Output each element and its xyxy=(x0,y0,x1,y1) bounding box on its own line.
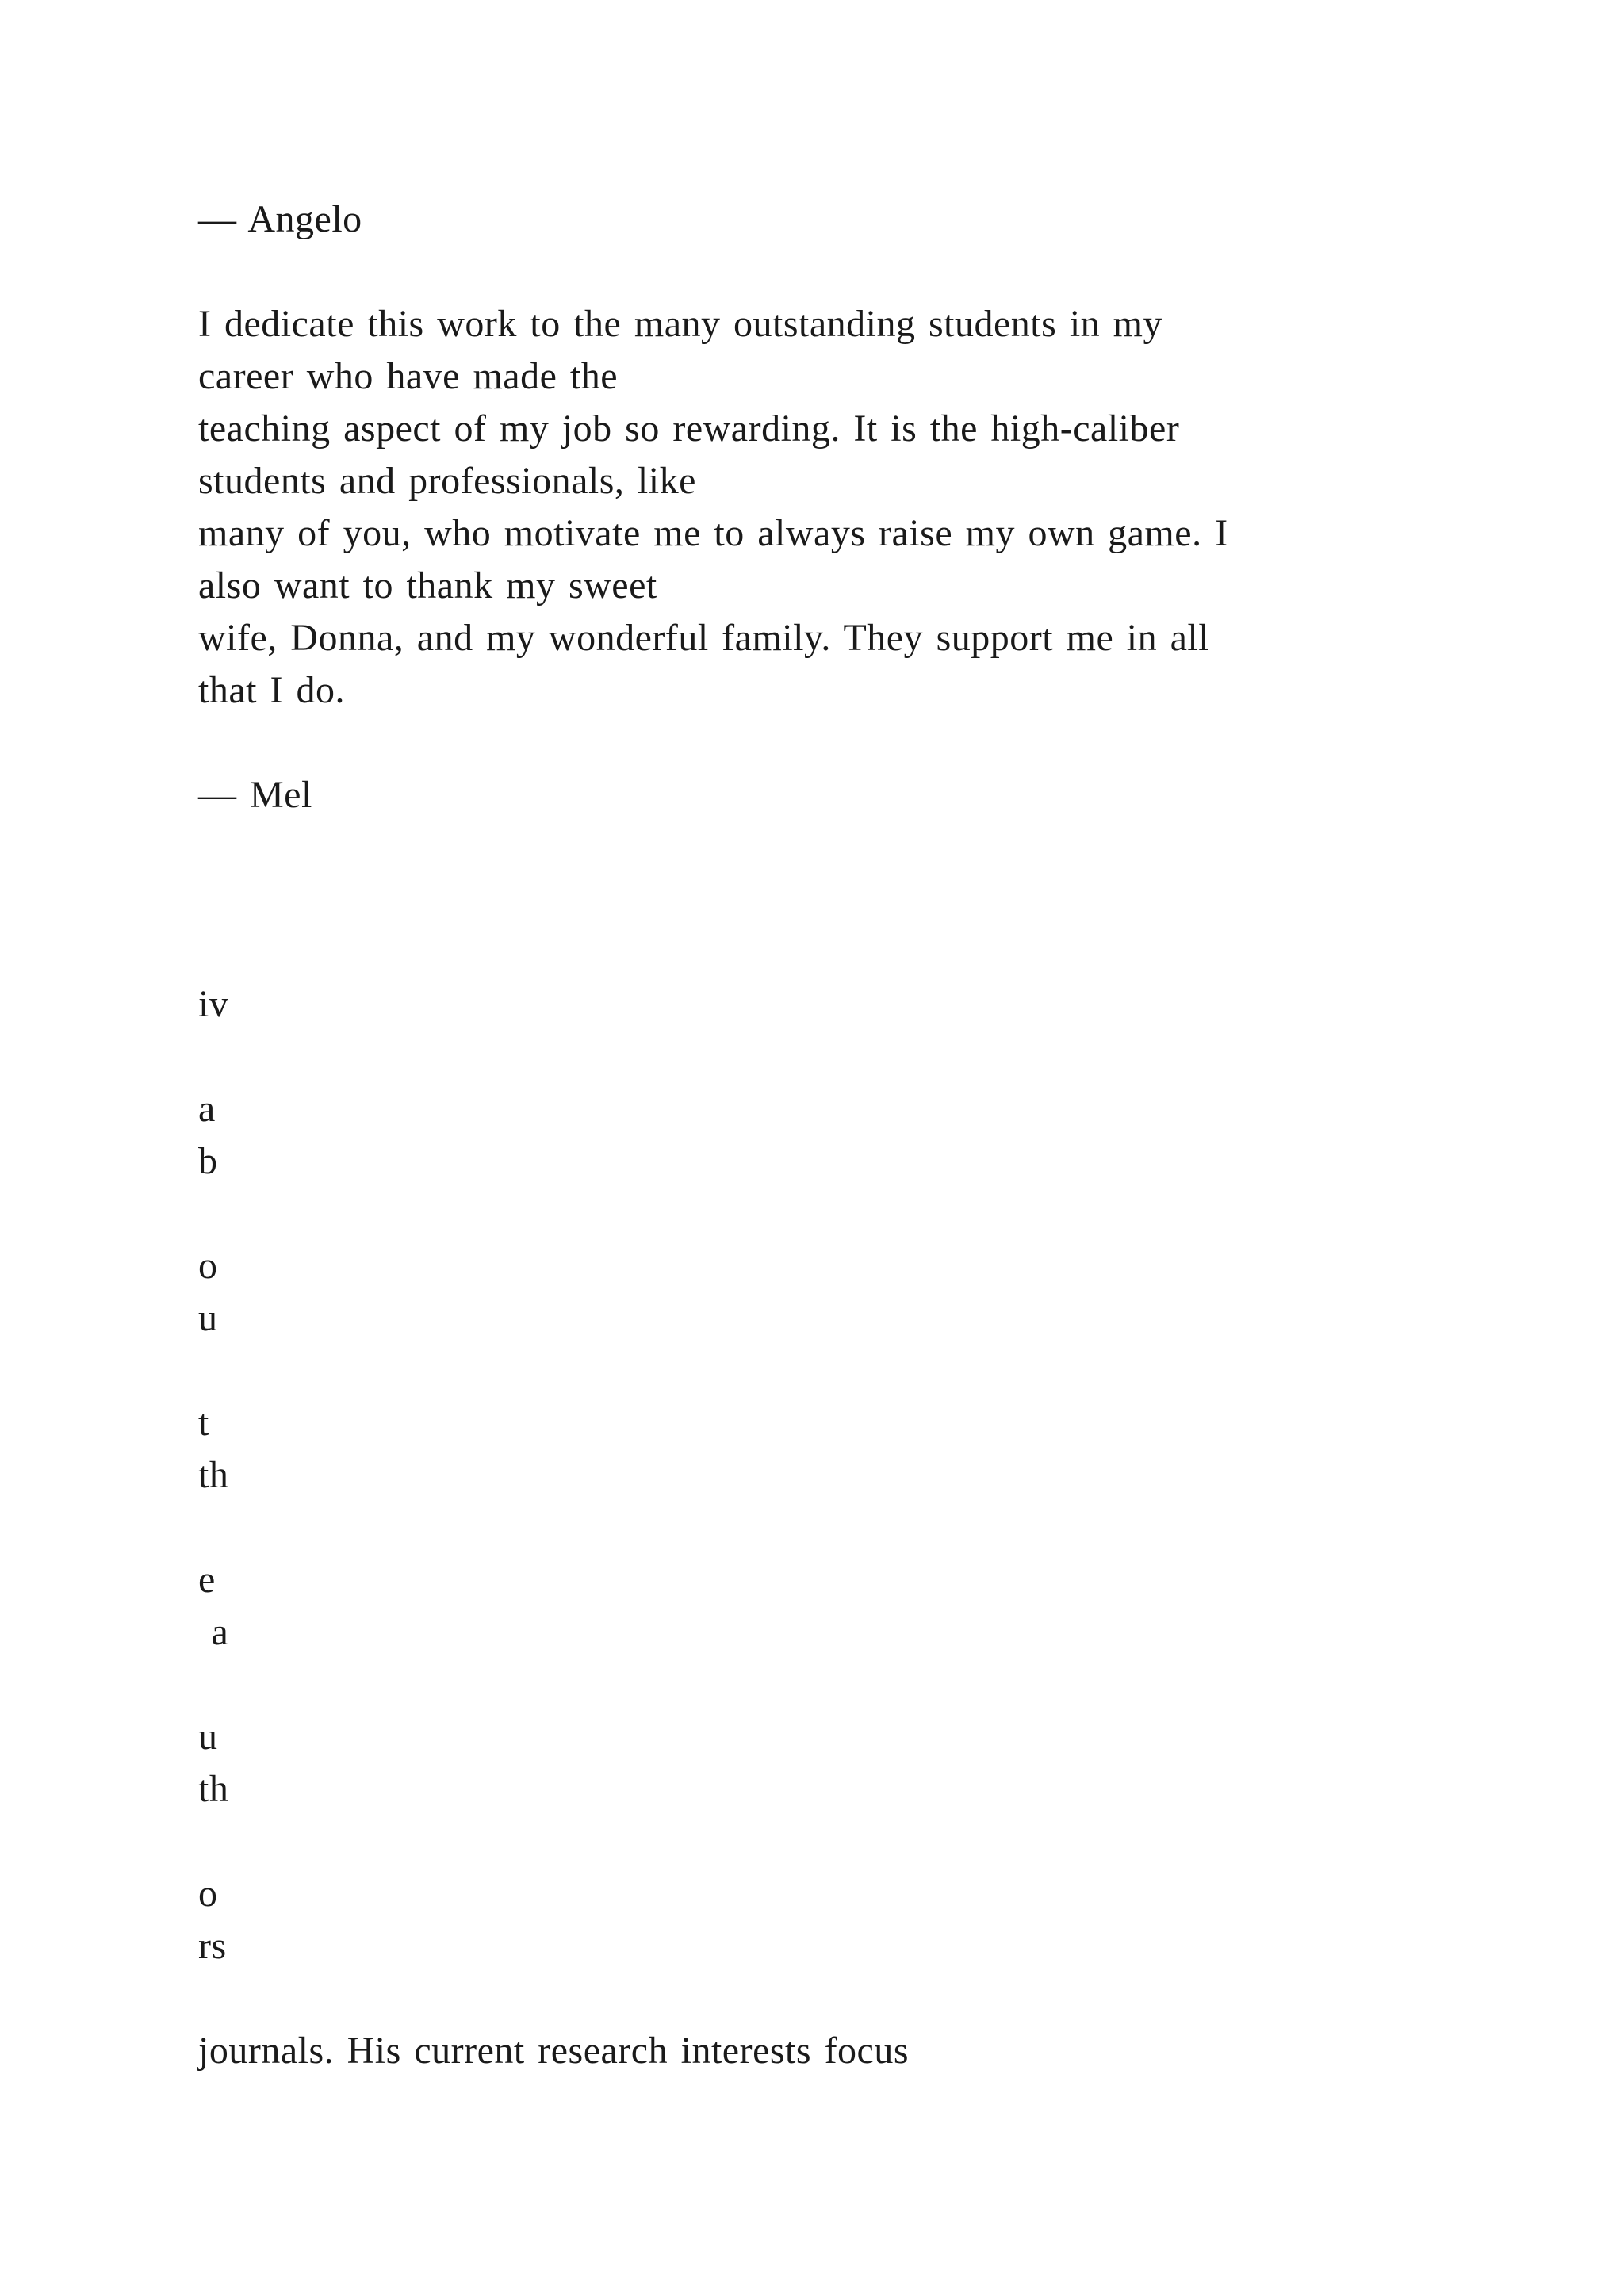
signature-mel: — Mel xyxy=(198,774,312,816)
dedication-line: teaching aspect of my job so rewarding. It is the high-caliber xyxy=(198,408,1180,450)
dedication-line: also want to thank my sweet xyxy=(198,564,657,607)
page-number: iv xyxy=(198,983,229,1025)
heading-fragment: th xyxy=(198,1454,229,1496)
heading-fragment: o xyxy=(198,1245,218,1287)
dedication-line: students and professionals, like xyxy=(198,460,696,502)
heading-fragment: u xyxy=(198,1297,218,1339)
trailing-text-line: journals. His current research interests focus xyxy=(198,2030,910,2072)
heading-fragment: rs xyxy=(198,1925,227,1967)
heading-fragment: u xyxy=(198,1716,218,1758)
dedication-line: career who have made the xyxy=(198,355,619,397)
signature-angelo: — Angelo xyxy=(198,198,362,240)
heading-fragment: a xyxy=(198,1088,216,1130)
heading-fragment: a xyxy=(198,1611,229,1653)
heading-fragment: e xyxy=(198,1559,216,1601)
heading-fragment: t xyxy=(198,1402,209,1444)
dedication-line: that I do. xyxy=(198,669,345,711)
dedication-line: wife, Donna, and my wonderful family. They support me in all xyxy=(198,617,1210,659)
heading-fragment: b xyxy=(198,1140,218,1182)
heading-fragment: th xyxy=(198,1768,229,1810)
heading-fragment: o xyxy=(198,1873,218,1915)
dedication-line: many of you, who motivate me to always raise my own game. I xyxy=(198,512,1228,554)
dedication-line: I dedicate this work to the many outstanding students in my xyxy=(198,303,1162,345)
